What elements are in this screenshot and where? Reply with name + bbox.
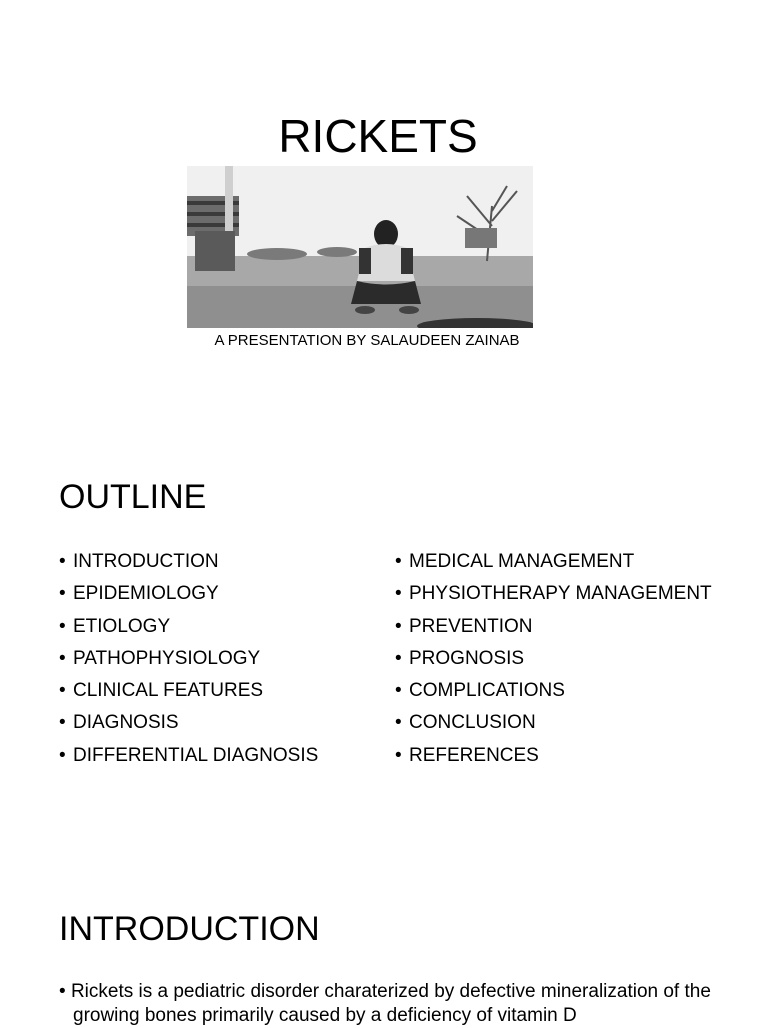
list-item: • PREVENTION <box>395 611 712 643</box>
list-item: • DIFFERENTIAL DIAGNOSIS <box>59 740 318 772</box>
bullet-icon: • <box>59 583 66 605</box>
list-item: • ETIOLOGY <box>59 611 318 643</box>
list-item: • CLINICAL FEATURES <box>59 675 318 707</box>
list-item: • COMPLICATIONS <box>395 675 712 707</box>
list-item: • PHYSIOTHERAPY MANAGEMENT <box>395 578 712 610</box>
list-item: • DIAGNOSIS <box>59 707 318 739</box>
introduction-body <box>59 980 733 1028</box>
bullet-icon: • <box>59 744 66 766</box>
list-item: • PATHOPHYSIOLOGY <box>59 643 318 675</box>
bullet-icon: • <box>395 615 402 637</box>
bullet-icon: • <box>395 712 402 734</box>
bullet-icon: • <box>395 583 402 605</box>
bullet-icon: • <box>395 551 402 572</box>
list-item: • CONCLUSION <box>395 707 712 739</box>
list-item: • EPIDEMIOLOGY <box>59 578 318 610</box>
bullet-icon: • <box>59 647 66 669</box>
bullet-icon: • <box>395 647 402 669</box>
bullet-icon: • <box>59 981 66 1002</box>
introduction-text: Rickets is a pediatric disorder charaterized by defective mineralization of the growing bones primarily caused by a deficiency of vitamin D <box>70 981 711 1026</box>
bullet-icon: • <box>59 680 66 702</box>
bullet-icon: • <box>59 712 66 734</box>
list-item: • MEDICAL MANAGEMENT <box>395 546 712 578</box>
list-item: • PROGNOSIS <box>395 643 712 675</box>
list-item: • REFERENCES <box>395 740 712 772</box>
bullet-icon: • <box>395 680 402 702</box>
bullet-icon: • <box>59 615 66 637</box>
slide-title: RICKETS <box>278 110 478 162</box>
outline-heading: OUTLINE <box>59 478 207 516</box>
introduction-heading: INTRODUCTION <box>59 910 320 948</box>
presenter-subtitle: A PRESENTATION BY SALAUDEEN ZAINAB <box>214 332 520 349</box>
bullet-icon: • <box>395 744 402 766</box>
bullet-icon: • <box>59 551 66 572</box>
list-item: • INTRODUCTION <box>59 546 318 578</box>
